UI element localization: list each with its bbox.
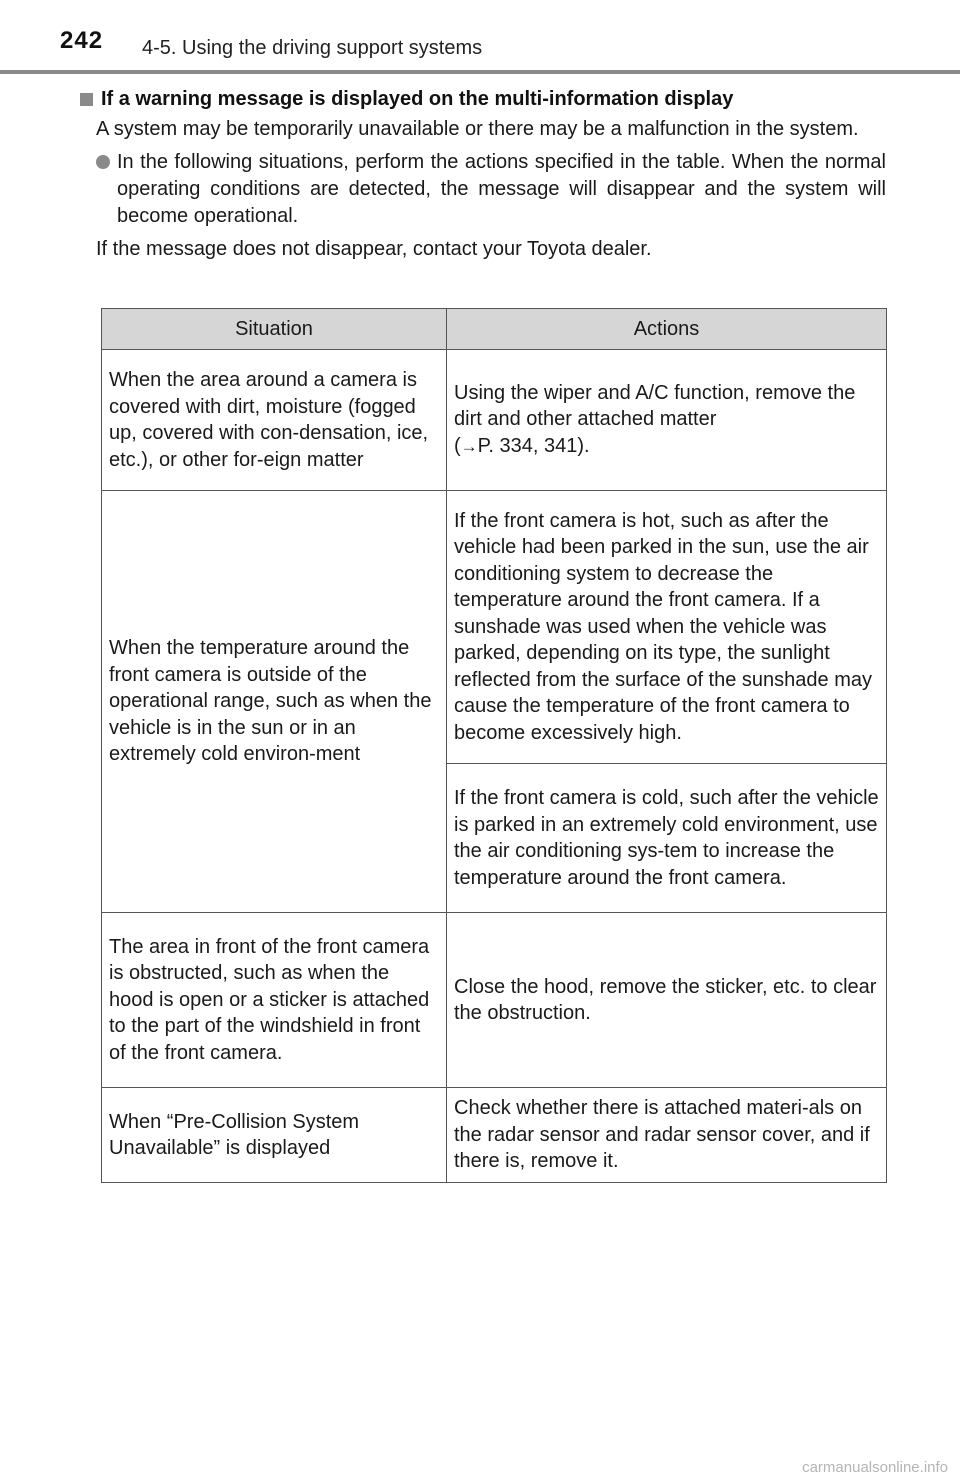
- section-content: [80, 88, 886, 263]
- page-reference: P. 334, 341).: [477, 434, 590, 457]
- chapter-title: 4-5. Using the driving support systems: [142, 37, 483, 59]
- intro-paragraph: A system may be temporarily unavailable or there may be a malfunction in the system.: [96, 118, 859, 140]
- circle-bullet-icon: [96, 155, 110, 169]
- action-cell: Close the hood, remove the sticker, etc. to clear the obstruction.: [447, 913, 887, 1088]
- situation-cell: When the area around a camera is covered with dirt, moisture (fogged up, covered with con-densation, ice, etc.), or other for-eign matter: [102, 350, 447, 491]
- action-cell: Check whether there is attached materi-als on the radar sensor and radar sensor cover, and if there is, remove it.: [447, 1088, 887, 1183]
- page-number: 242: [60, 27, 104, 54]
- situation-actions-table: [101, 308, 887, 1183]
- section-heading: [80, 88, 886, 111]
- action-cell: Using the wiper and A/C function, remove the dirt and other attached matter (→P. 334, 341).: [447, 350, 887, 491]
- square-bullet-icon: [80, 93, 93, 106]
- action-cell-hot: If the front camera is hot, such as after the vehicle had been parked in the sun, use the air conditioning system to decrease the temperature around the front camera. If a sunshade was used when the vehicle was parked, depending on its type, the sunlight reflected from the surface of the sunshade may cause the temperature of the front camera to become excessively high.: [447, 491, 887, 764]
- section-heading-text: If a warning message is displayed on the multi-information display: [101, 88, 734, 110]
- action-cell-cold: If the front camera is cold, such after the vehicle is parked in an extremely cold environment, use the air conditioning sys-tem to increase the temperature around the front camera.: [447, 764, 887, 913]
- situation-cell: The area in front of the front camera is obstructed, such as when the hood is open or a sticker is attached to the part of the windshield in front of the front camera.: [102, 913, 447, 1088]
- column-header-situation: Situation: [102, 309, 447, 350]
- watermark: carmanualsonline.info: [802, 1459, 948, 1476]
- dealer-note: If the message does not disappear, contact your Toyota dealer.: [96, 238, 652, 260]
- table-header-row: [102, 309, 887, 350]
- header-divider: [0, 70, 960, 74]
- page-header: [0, 0, 960, 76]
- situation-cell: When the temperature around the front camera is outside of the operational range, such as when the vehicle is in the sun or in an extremely cold environ-ment: [102, 491, 447, 913]
- column-header-actions: Actions: [447, 309, 887, 350]
- table-row: [102, 491, 887, 764]
- situation-cell: When “Pre-Collision System Unavailable” is displayed: [102, 1088, 447, 1183]
- table-row: [102, 350, 887, 491]
- action-text: Using the wiper and A/C function, remove the dirt and other attached matter: [454, 381, 856, 431]
- bullet-item: [96, 149, 886, 230]
- table-row: [102, 913, 887, 1088]
- table-row: [102, 1088, 887, 1183]
- arrow-right-icon: →: [460, 436, 478, 456]
- bullet-text: In the following situations, perform the actions specified in the table. When the normal operating conditions are detected, the message will disappear and the system will become operational.: [117, 151, 886, 227]
